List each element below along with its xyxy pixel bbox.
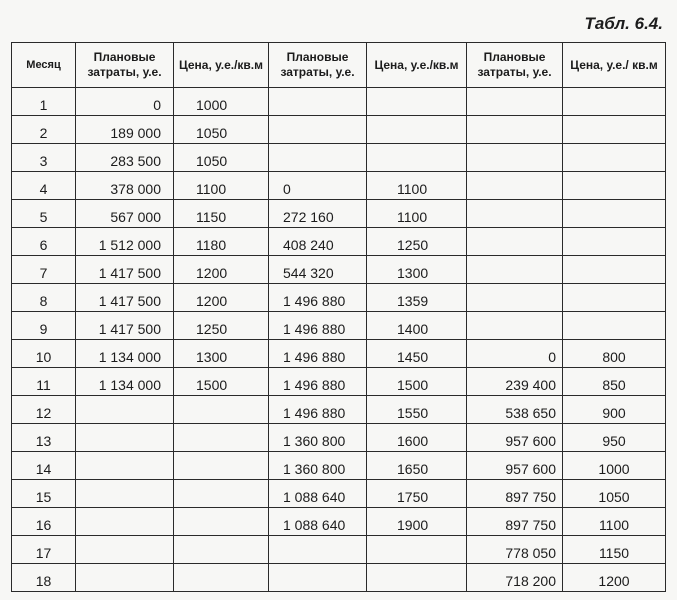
cost-2-cell [269,564,367,592]
price-3-cell [563,284,666,312]
price-3-cell [563,144,666,172]
header-price-1: Цена, у.е./кв.м [174,43,269,88]
cost-1-cell [76,564,174,592]
price-3-cell: 1150 [563,536,666,564]
price-3-cell [563,116,666,144]
cost-2-cell [269,116,367,144]
cost-3-cell: 957 600 [467,452,563,480]
cost-2-cell: 1 496 880 [269,284,367,312]
cost-3-cell: 239 400 [467,368,563,396]
price-1-cell: 1100 [174,172,269,200]
cost-3-cell [467,228,563,256]
cost-2-cell: 1 496 880 [269,396,367,424]
price-3-cell [563,200,666,228]
price-2-cell: 1650 [367,452,467,480]
price-1-cell: 1250 [174,312,269,340]
cost-1-cell: 1 417 500 [76,256,174,284]
price-1-cell: 1200 [174,284,269,312]
cost-1-cell [76,452,174,480]
cost-1-cell: 0 [76,88,174,116]
month-cell: 2 [12,116,76,144]
price-2-cell: 1750 [367,480,467,508]
price-3-cell [563,228,666,256]
price-3-cell: 900 [563,396,666,424]
cost-1-cell: 1 512 000 [76,228,174,256]
price-2-cell: 1450 [367,340,467,368]
cost-1-cell: 567 000 [76,200,174,228]
month-cell: 13 [12,424,76,452]
cost-1-cell: 189 000 [76,116,174,144]
table-row [12,564,666,592]
table-row [12,228,666,256]
price-3-cell: 800 [563,340,666,368]
price-3-cell: 1050 [563,480,666,508]
cost-1-cell: 1 134 000 [76,340,174,368]
table-row [12,368,666,396]
price-1-cell: 1000 [174,88,269,116]
table-row [12,396,666,424]
price-2-cell: 1359 [367,284,467,312]
cost-3-cell [467,256,563,284]
table-row [12,88,666,116]
month-cell: 3 [12,144,76,172]
cost-3-cell [467,116,563,144]
cost-1-cell [76,424,174,452]
cost-3-cell [467,200,563,228]
cost-3-cell: 718 200 [467,564,563,592]
cost-3-cell [467,144,563,172]
cost-1-cell: 1 417 500 [76,312,174,340]
month-cell: 16 [12,508,76,536]
cost-1-cell: 1 417 500 [76,284,174,312]
month-cell: 8 [12,284,76,312]
price-1-cell: 1300 [174,340,269,368]
cost-3-cell: 778 050 [467,536,563,564]
cost-3-cell [467,172,563,200]
price-2-cell: 1100 [367,172,467,200]
cost-2-cell: 1 496 880 [269,368,367,396]
table-body [12,88,666,592]
cost-2-cell: 544 320 [269,256,367,284]
header-month: Месяц [12,43,76,88]
cost-3-cell: 897 750 [467,508,563,536]
header-cost-3: Плановые затраты, у.е. [467,43,563,88]
price-1-cell [174,508,269,536]
price-2-cell: 1500 [367,368,467,396]
month-cell: 10 [12,340,76,368]
table-row [12,312,666,340]
month-cell: 7 [12,256,76,284]
cost-price-table [11,42,666,592]
price-2-cell: 1600 [367,424,467,452]
price-2-cell: 1900 [367,508,467,536]
cost-2-cell: 1 088 640 [269,508,367,536]
cost-1-cell [76,480,174,508]
cost-3-cell: 0 [467,340,563,368]
table-row [12,480,666,508]
price-1-cell [174,480,269,508]
table-row [12,340,666,368]
cost-2-cell: 1 360 800 [269,452,367,480]
cost-1-cell [76,508,174,536]
price-2-cell: 1250 [367,228,467,256]
price-1-cell [174,452,269,480]
price-3-cell: 1200 [563,564,666,592]
price-3-cell: 1100 [563,508,666,536]
price-3-cell: 850 [563,368,666,396]
cost-1-cell: 1 134 000 [76,368,174,396]
month-cell: 5 [12,200,76,228]
cost-2-cell: 408 240 [269,228,367,256]
cost-1-cell [76,536,174,564]
cost-1-cell: 283 500 [76,144,174,172]
month-cell: 1 [12,88,76,116]
price-1-cell: 1200 [174,256,269,284]
price-1-cell [174,536,269,564]
table-row [12,508,666,536]
month-cell: 11 [12,368,76,396]
price-1-cell: 1180 [174,228,269,256]
price-1-cell [174,424,269,452]
cost-2-cell: 0 [269,172,367,200]
table-row [12,144,666,172]
table-row [12,284,666,312]
cost-2-cell: 1 496 880 [269,312,367,340]
cost-3-cell: 897 750 [467,480,563,508]
cost-1-cell: 378 000 [76,172,174,200]
month-cell: 4 [12,172,76,200]
table-row [12,536,666,564]
price-1-cell [174,564,269,592]
cost-3-cell [467,312,563,340]
header-cost-1: Плановые затраты, у.е. [76,43,174,88]
month-cell: 15 [12,480,76,508]
cost-2-cell [269,536,367,564]
price-2-cell: 1100 [367,200,467,228]
price-1-cell: 1050 [174,144,269,172]
table-row [12,452,666,480]
month-cell: 6 [12,228,76,256]
cost-2-cell: 1 496 880 [269,340,367,368]
price-2-cell: 1550 [367,396,467,424]
table-row [12,172,666,200]
header-cost-2: Плановые затраты, у.е. [269,43,367,88]
price-3-cell [563,312,666,340]
month-cell: 12 [12,396,76,424]
cost-3-cell [467,284,563,312]
table-row [12,424,666,452]
price-1-cell: 1150 [174,200,269,228]
cost-3-cell: 538 650 [467,396,563,424]
price-3-cell: 950 [563,424,666,452]
cost-2-cell: 1 088 640 [269,480,367,508]
cost-1-cell [76,396,174,424]
price-2-cell: 1400 [367,312,467,340]
price-3-cell: 1000 [563,452,666,480]
month-cell: 17 [12,536,76,564]
table-row [12,116,666,144]
price-2-cell [367,144,467,172]
cost-2-cell: 272 160 [269,200,367,228]
price-2-cell [367,116,467,144]
cost-3-cell: 957 600 [467,424,563,452]
cost-2-cell [269,144,367,172]
table-row [12,200,666,228]
header-price-3: Цена, у.е./ кв.м [563,43,666,88]
cost-2-cell [269,88,367,116]
price-3-cell [563,256,666,284]
cost-2-cell: 1 360 800 [269,424,367,452]
price-1-cell: 1050 [174,116,269,144]
price-2-cell [367,564,467,592]
price-1-cell [174,396,269,424]
price-1-cell: 1500 [174,368,269,396]
price-3-cell [563,172,666,200]
header-row [12,43,666,88]
price-3-cell [563,88,666,116]
table-label: Табл. 6.4. [584,14,663,33]
price-2-cell [367,88,467,116]
header-price-2: Цена, у.е./кв.м [367,43,467,88]
month-cell: 14 [12,452,76,480]
price-2-cell: 1300 [367,256,467,284]
price-2-cell [367,536,467,564]
cost-3-cell [467,88,563,116]
month-cell: 9 [12,312,76,340]
table-row [12,256,666,284]
month-cell: 18 [12,564,76,592]
